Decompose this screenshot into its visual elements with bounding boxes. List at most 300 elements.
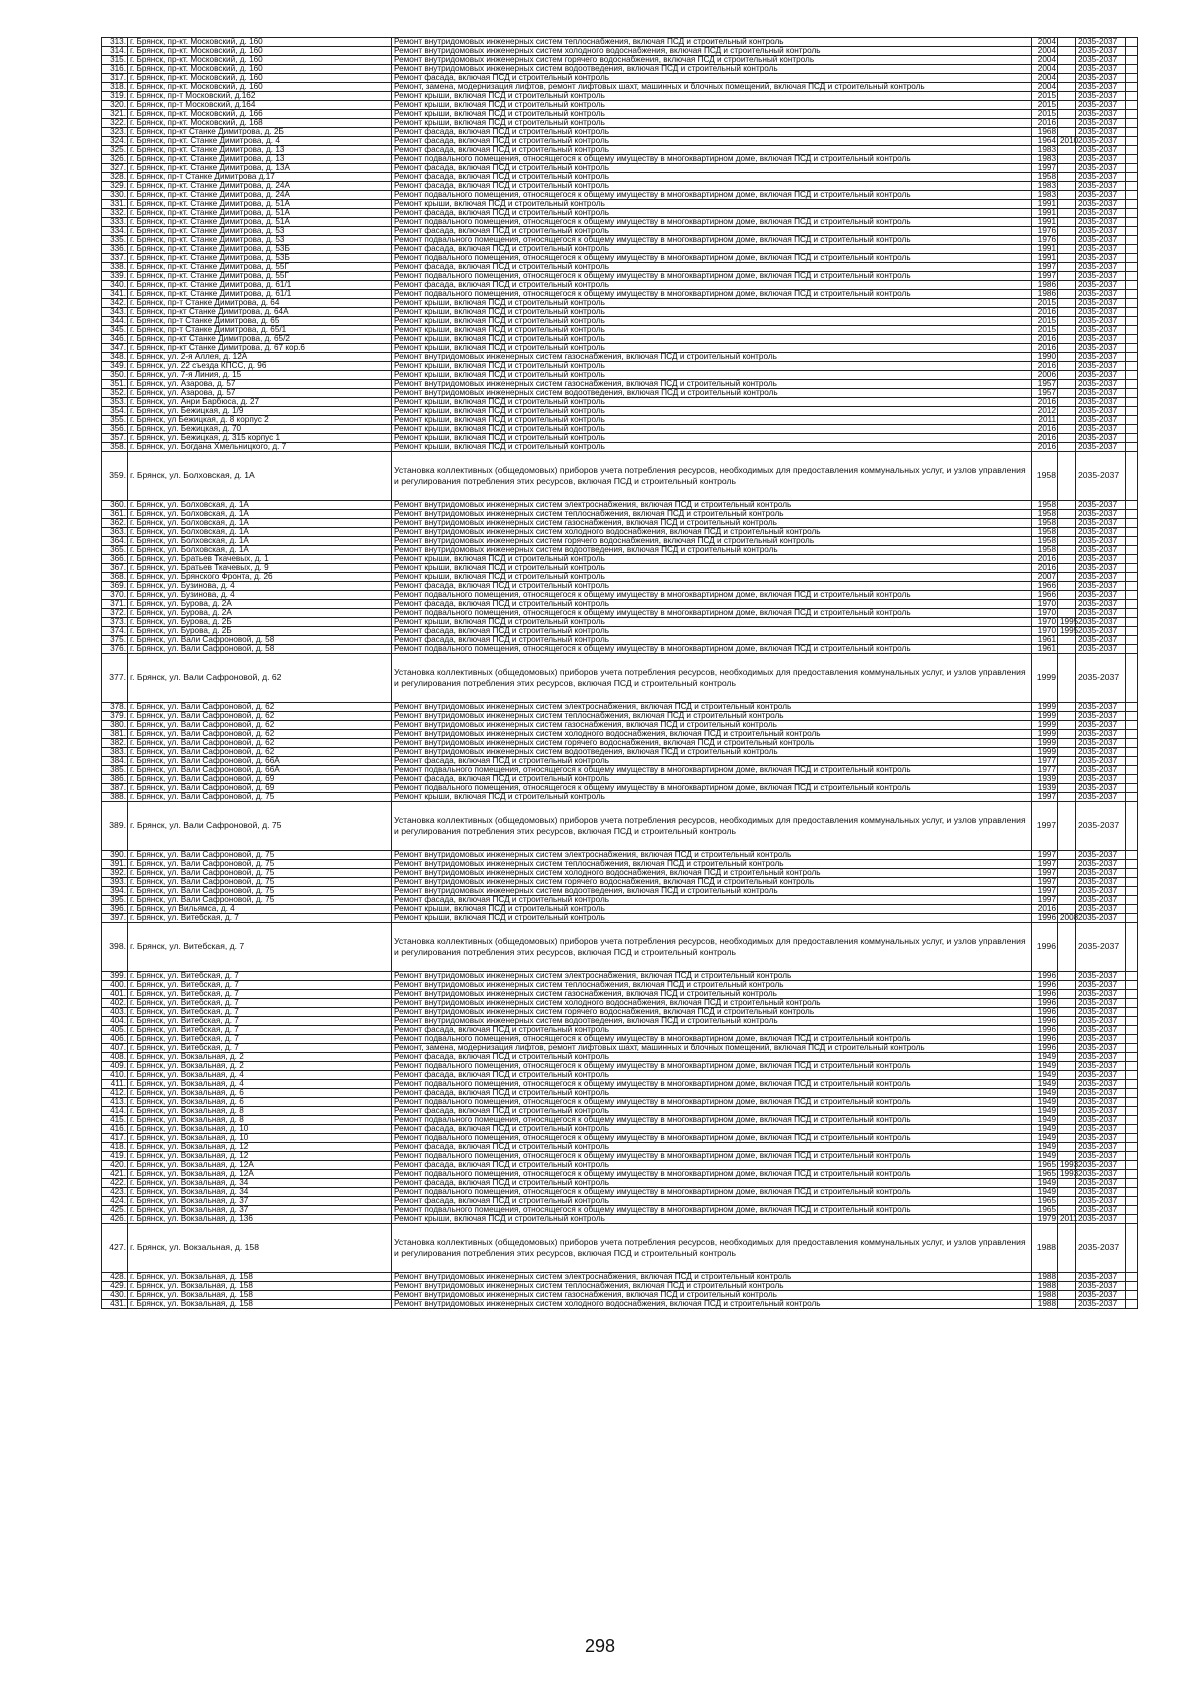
cell-empty [1126, 1197, 1138, 1206]
cell-build-year: 1997 [1032, 851, 1058, 860]
cell-repair-year [1058, 564, 1076, 573]
cell-empty [1126, 1062, 1138, 1071]
cell-build-year: 1970 [1032, 609, 1058, 618]
cell-row-number: 408. [102, 1053, 128, 1062]
cell-build-year: 2004 [1032, 47, 1058, 56]
cell-empty [1126, 972, 1138, 981]
cell-address: г. Брянск, ул Бежицкая, д. 8 корпус 2 [128, 416, 392, 425]
cell-row-number: 333. [102, 218, 128, 227]
cell-address: г. Брянск, ул. Вокзальная, д. 34 [128, 1188, 392, 1197]
cell-work-type: Ремонт подвального помещения, относящегося к общему имуществу в многоквартирном доме, включая ПСД и строительный контроль [392, 1098, 1032, 1107]
cell-row-number: 370. [102, 591, 128, 600]
cell-address: г. Брянск, ул. Вокзальная, д. 6 [128, 1098, 392, 1107]
cell-row-number: 332. [102, 209, 128, 218]
cell-empty [1126, 1152, 1138, 1161]
table-row [102, 914, 1138, 923]
cell-address: г. Брянск, пр-кт. Станке Димитрова, д. 53 [128, 236, 392, 245]
cell-planned-period: 2035-2037 [1076, 905, 1126, 914]
cell-repair-year [1058, 1134, 1076, 1143]
cell-empty [1126, 191, 1138, 200]
cell-build-year: 1949 [1032, 1125, 1058, 1134]
cell-planned-period: 2035-2037 [1076, 528, 1126, 537]
cell-repair-year: 2010 [1058, 137, 1076, 146]
cell-work-type: Ремонт подвального помещения, относящегося к общему имуществу в многоквартирном доме, включая ПСД и строительный контроль [392, 218, 1032, 227]
cell-repair-year [1058, 793, 1076, 802]
cell-work-type: Ремонт фасада, включая ПСД и строительный контроль [392, 128, 1032, 137]
cell-empty [1126, 74, 1138, 83]
cell-planned-period: 2035-2037 [1076, 1008, 1126, 1017]
cell-planned-period: 2035-2037 [1076, 1300, 1126, 1309]
cell-repair-year [1058, 416, 1076, 425]
cell-repair-year [1058, 434, 1076, 443]
cell-planned-period: 2035-2037 [1076, 748, 1126, 757]
cell-empty [1126, 546, 1138, 555]
cell-repair-year [1058, 308, 1076, 317]
cell-repair-year [1058, 110, 1076, 119]
cell-work-type: Ремонт внутридомовых инженерных систем водоотведения, включая ПСД и строительный контроль [392, 1017, 1032, 1026]
cell-repair-year [1058, 1116, 1076, 1125]
table-row [102, 1116, 1138, 1125]
cell-planned-period: 2035-2037 [1076, 784, 1126, 793]
table-row [102, 1215, 1138, 1224]
cell-repair-year [1058, 452, 1076, 501]
cell-work-type: Ремонт внутридомовых инженерных систем газоснабжения, включая ПСД и строительный контроль [392, 721, 1032, 730]
cell-empty [1126, 766, 1138, 775]
cell-planned-period: 2035-2037 [1076, 65, 1126, 74]
cell-row-number: 404. [102, 1017, 128, 1026]
cell-empty [1126, 564, 1138, 573]
cell-repair-year [1058, 1053, 1076, 1062]
repair-schedule-table [101, 37, 1138, 1309]
cell-address: г. Брянск, пр-кт. Московский, д. 166 [128, 110, 392, 119]
cell-build-year: 2016 [1032, 362, 1058, 371]
cell-planned-period: 2035-2037 [1076, 600, 1126, 609]
cell-address: г. Брянск, ул. Вокзальная, д. 34 [128, 1179, 392, 1188]
cell-planned-period: 2035-2037 [1076, 721, 1126, 730]
cell-empty [1126, 92, 1138, 101]
cell-row-number: 393. [102, 878, 128, 887]
cell-build-year: 1976 [1032, 227, 1058, 236]
table-row [102, 802, 1138, 851]
cell-work-type: Установка коллективных (общедомовых) приборов учета потребления ресурсов, необходимых для предоставления коммунальных услуг, и узлов управления и регулирования потребления этих ресурсов, включая ПСД и строительный контроль [392, 452, 1032, 501]
cell-row-number: 359. [102, 452, 128, 501]
cell-planned-period: 2035-2037 [1076, 537, 1126, 546]
cell-build-year: 2015 [1032, 317, 1058, 326]
cell-empty [1126, 537, 1138, 546]
cell-row-number: 353. [102, 398, 128, 407]
cell-build-year: 2016 [1032, 308, 1058, 317]
cell-planned-period: 2035-2037 [1076, 425, 1126, 434]
cell-address: г. Брянск, пр-кт Станке Димитрова, д. 64А [128, 308, 392, 317]
cell-repair-year [1058, 582, 1076, 591]
table-row [102, 1300, 1138, 1309]
cell-planned-period: 2035-2037 [1076, 972, 1126, 981]
cell-repair-year [1058, 155, 1076, 164]
cell-build-year: 2015 [1032, 110, 1058, 119]
cell-repair-year [1058, 443, 1076, 452]
cell-repair-year [1058, 654, 1076, 703]
cell-work-type: Ремонт фасада, включая ПСД и строительный контроль [392, 582, 1032, 591]
cell-row-number: 317. [102, 74, 128, 83]
cell-planned-period: 2035-2037 [1076, 757, 1126, 766]
cell-row-number: 417. [102, 1134, 128, 1143]
cell-build-year: 1970 [1032, 627, 1058, 636]
cell-empty [1126, 101, 1138, 110]
cell-address: г. Брянск, ул. Вокзальная, д. 10 [128, 1125, 392, 1134]
cell-work-type: Ремонт крыши, включая ПСД и строительный контроль [392, 914, 1032, 923]
cell-empty [1126, 1008, 1138, 1017]
cell-empty [1126, 1098, 1138, 1107]
cell-row-number: 344. [102, 317, 128, 326]
cell-build-year: 2004 [1032, 65, 1058, 74]
cell-work-type: Ремонт крыши, включая ПСД и строительный контроль [392, 110, 1032, 119]
cell-planned-period: 2035-2037 [1076, 1134, 1126, 1143]
cell-address: г. Брянск, пр-кт. Московский, д. 160 [128, 47, 392, 56]
cell-empty [1126, 784, 1138, 793]
cell-empty [1126, 245, 1138, 254]
cell-repair-year [1058, 1224, 1076, 1273]
cell-repair-year [1058, 371, 1076, 380]
cell-empty [1126, 860, 1138, 869]
cell-repair-year [1058, 748, 1076, 757]
cell-work-type: Ремонт фасада, включая ПСД и строительный контроль [392, 896, 1032, 905]
cell-planned-period: 2035-2037 [1076, 510, 1126, 519]
cell-repair-year: 1993 [1058, 1170, 1076, 1179]
cell-work-type: Установка коллективных (общедомовых) приборов учета потребления ресурсов, необходимых для предоставления коммунальных услуг, и узлов управления и регулирования потребления этих ресурсов, включая ПСД и строительный контроль [392, 923, 1032, 972]
cell-work-type: Ремонт крыши, включая ПСД и строительный контроль [392, 416, 1032, 425]
cell-planned-period: 2035-2037 [1076, 137, 1126, 146]
cell-empty [1126, 501, 1138, 510]
cell-address: г. Брянск, ул. 22 съезда КПСС, д. 96 [128, 362, 392, 371]
cell-row-number: 413. [102, 1098, 128, 1107]
cell-build-year: 1996 [1032, 1017, 1058, 1026]
table-body [102, 38, 1138, 1309]
cell-empty [1126, 380, 1138, 389]
cell-build-year: 1958 [1032, 173, 1058, 182]
cell-row-number: 348. [102, 353, 128, 362]
cell-empty [1126, 218, 1138, 227]
cell-repair-year: 2011 [1058, 1215, 1076, 1224]
cell-row-number: 375. [102, 636, 128, 645]
cell-repair-year [1058, 972, 1076, 981]
cell-repair-year [1058, 784, 1076, 793]
cell-address: г. Брянск, пр-кт. Станке Димитрова, д. 13 [128, 146, 392, 155]
cell-repair-year [1058, 164, 1076, 173]
cell-address: г. Брянск, ул. Витебская, д. 7 [128, 1044, 392, 1053]
cell-planned-period: 2035-2037 [1076, 443, 1126, 452]
cell-planned-period: 2035-2037 [1076, 1107, 1126, 1116]
cell-work-type: Ремонт фасада, включая ПСД и строительный контроль [392, 775, 1032, 784]
cell-build-year: 1949 [1032, 1098, 1058, 1107]
cell-row-number: 399. [102, 972, 128, 981]
cell-repair-year [1058, 335, 1076, 344]
cell-address: г. Брянск, ул. Вали Сафроновой, д. 62 [128, 703, 392, 712]
cell-build-year: 2006 [1032, 371, 1058, 380]
cell-empty [1126, 793, 1138, 802]
cell-build-year: 2016 [1032, 335, 1058, 344]
cell-planned-period: 2035-2037 [1076, 281, 1126, 290]
cell-build-year: 1999 [1032, 712, 1058, 721]
cell-address: г. Брянск, ул. Бежицкая, д. 1/9 [128, 407, 392, 416]
cell-address: г. Брянск, ул. Вали Сафроновой, д. 75 [128, 851, 392, 860]
cell-empty [1126, 1071, 1138, 1080]
cell-row-number: 403. [102, 1008, 128, 1017]
cell-row-number: 321. [102, 110, 128, 119]
cell-address: г. Брянск, ул. Вали Сафроновой, д. 62 [128, 654, 392, 703]
cell-build-year: 1979 [1032, 1215, 1058, 1224]
cell-build-year: 1949 [1032, 1089, 1058, 1098]
cell-row-number: 357. [102, 434, 128, 443]
cell-repair-year [1058, 860, 1076, 869]
cell-row-number: 345. [102, 326, 128, 335]
cell-repair-year [1058, 721, 1076, 730]
cell-row-number: 394. [102, 887, 128, 896]
cell-work-type: Ремонт внутридомовых инженерных систем горячего водоснабжения, включая ПСД и строительный контроль [392, 739, 1032, 748]
cell-build-year: 1970 [1032, 618, 1058, 627]
cell-work-type: Ремонт внутридомовых инженерных систем электроснабжения, включая ПСД и строительный контроль [392, 1273, 1032, 1282]
table-row [102, 793, 1138, 802]
cell-repair-year [1058, 254, 1076, 263]
cell-empty [1126, 362, 1138, 371]
cell-row-number: 314. [102, 47, 128, 56]
cell-address: г. Брянск, ул. Витебская, д. 7 [128, 1035, 392, 1044]
cell-planned-period: 2035-2037 [1076, 564, 1126, 573]
cell-empty [1126, 272, 1138, 281]
cell-row-number: 328. [102, 173, 128, 182]
cell-build-year: 1949 [1032, 1179, 1058, 1188]
cell-planned-period: 2035-2037 [1076, 582, 1126, 591]
cell-planned-period: 2035-2037 [1076, 1224, 1126, 1273]
cell-repair-year [1058, 92, 1076, 101]
cell-work-type: Ремонт крыши, включая ПСД и строительный контроль [392, 335, 1032, 344]
cell-build-year: 1996 [1032, 981, 1058, 990]
cell-empty [1126, 335, 1138, 344]
cell-repair-year [1058, 739, 1076, 748]
cell-empty [1126, 1179, 1138, 1188]
cell-address: г. Брянск, ул. Болховская, д. 1А [128, 519, 392, 528]
cell-build-year: 1970 [1032, 600, 1058, 609]
cell-work-type: Ремонт фасада, включая ПСД и строительный контроль [392, 627, 1032, 636]
cell-row-number: 416. [102, 1125, 128, 1134]
cell-planned-period: 2035-2037 [1076, 191, 1126, 200]
cell-row-number: 330. [102, 191, 128, 200]
cell-empty [1126, 1089, 1138, 1098]
cell-row-number: 364. [102, 537, 128, 546]
cell-repair-year [1058, 344, 1076, 353]
cell-empty [1126, 1282, 1138, 1291]
cell-planned-period: 2035-2037 [1076, 555, 1126, 564]
cell-row-number: 392. [102, 869, 128, 878]
cell-address: г. Брянск, ул. Болховская, д. 1А [128, 452, 392, 501]
cell-repair-year [1058, 1035, 1076, 1044]
cell-build-year: 2016 [1032, 905, 1058, 914]
cell-planned-period: 2035-2037 [1076, 887, 1126, 896]
cell-work-type: Ремонт фасада, включая ПСД и строительный контроль [392, 173, 1032, 182]
cell-work-type: Ремонт фасада, включая ПСД и строительный контроль [392, 636, 1032, 645]
cell-empty [1126, 182, 1138, 191]
cell-repair-year [1058, 887, 1076, 896]
cell-work-type: Установка коллективных (общедомовых) приборов учета потребления ресурсов, необходимых для предоставления коммунальных услуг, и узлов управления и регулирования потребления этих ресурсов, включая ПСД и строительный контроль [392, 1224, 1032, 1273]
cell-planned-period: 2035-2037 [1076, 173, 1126, 182]
cell-build-year: 1983 [1032, 155, 1058, 164]
cell-build-year: 1939 [1032, 775, 1058, 784]
cell-address: г. Брянск, пр-т Московский, д.164 [128, 101, 392, 110]
cell-row-number: 366. [102, 555, 128, 564]
cell-planned-period: 2035-2037 [1076, 47, 1126, 56]
cell-work-type: Ремонт крыши, включая ПСД и строительный контроль [392, 308, 1032, 317]
cell-address: г. Брянск, пр-кт. Станке Димитрова, д. 53Б [128, 245, 392, 254]
cell-row-number: 405. [102, 1026, 128, 1035]
cell-address: г. Брянск, ул. Витебская, д. 7 [128, 981, 392, 990]
cell-repair-year [1058, 1062, 1076, 1071]
cell-repair-year [1058, 47, 1076, 56]
cell-address: г. Брянск, пр-кт. Станке Димитрова, д. 55Г [128, 263, 392, 272]
cell-planned-period: 2035-2037 [1076, 371, 1126, 380]
cell-row-number: 334. [102, 227, 128, 236]
cell-address: г. Брянск, ул. Вали Сафроновой, д. 58 [128, 636, 392, 645]
cell-repair-year [1058, 74, 1076, 83]
cell-planned-period: 2035-2037 [1076, 618, 1126, 627]
table-row [102, 573, 1138, 582]
cell-repair-year [1058, 1071, 1076, 1080]
cell-planned-period: 2035-2037 [1076, 730, 1126, 739]
cell-address: г. Брянск, ул. Вали Сафроновой, д. 75 [128, 860, 392, 869]
cell-repair-year [1058, 173, 1076, 182]
cell-work-type: Ремонт внутридомовых инженерных систем горячего водоснабжения, включая ПСД и строительный контроль [392, 1008, 1032, 1017]
cell-repair-year [1058, 645, 1076, 654]
cell-planned-period: 2035-2037 [1076, 1143, 1126, 1152]
cell-work-type: Ремонт внутридомовых инженерных систем электроснабжения, включая ПСД и строительный контроль [392, 501, 1032, 510]
cell-work-type: Ремонт крыши, включая ПСД и строительный контроль [392, 371, 1032, 380]
cell-build-year: 1997 [1032, 869, 1058, 878]
cell-row-number: 313. [102, 38, 128, 47]
table-row [102, 92, 1138, 101]
cell-address: г. Брянск, ул Вильямса, д. 4 [128, 905, 392, 914]
cell-address: г. Брянск, ул. Брянского Фронта, д. 26 [128, 573, 392, 582]
cell-repair-year [1058, 1291, 1076, 1300]
cell-planned-period: 2035-2037 [1076, 775, 1126, 784]
cell-repair-year [1058, 299, 1076, 308]
cell-work-type: Ремонт крыши, включая ПСД и строительный контроль [392, 344, 1032, 353]
cell-repair-year [1058, 290, 1076, 299]
cell-work-type: Ремонт внутридомовых инженерных систем водоотведения, включая ПСД и строительный контроль [392, 748, 1032, 757]
cell-empty [1126, 353, 1138, 362]
cell-address: г. Брянск, пр-т Станке Димитрова, д. 65 [128, 317, 392, 326]
cell-work-type: Ремонт подвального помещения, относящегося к общему имуществу в многоквартирном доме, включая ПСД и строительный контроль [392, 191, 1032, 200]
cell-planned-period: 2035-2037 [1076, 254, 1126, 263]
cell-address: г. Брянск, ул. Вали Сафроновой, д. 75 [128, 896, 392, 905]
cell-empty [1126, 1035, 1138, 1044]
cell-planned-period: 2035-2037 [1076, 1152, 1126, 1161]
cell-planned-period: 2035-2037 [1076, 164, 1126, 173]
cell-empty [1126, 775, 1138, 784]
cell-address: г. Брянск, пр-кт. Станке Димитрова, д. 51А [128, 209, 392, 218]
cell-address: г. Брянск, пр-кт Станке Димитрова, д. 2Б [128, 128, 392, 137]
cell-row-number: 367. [102, 564, 128, 573]
table-row [102, 1170, 1138, 1179]
cell-row-number: 421. [102, 1170, 128, 1179]
cell-work-type: Ремонт внутридомовых инженерных систем горячего водоснабжения, включая ПСД и строительный контроль [392, 537, 1032, 546]
cell-repair-year [1058, 101, 1076, 110]
cell-address: г. Брянск, ул. Вокзальная, д. 12 [128, 1143, 392, 1152]
cell-empty [1126, 1053, 1138, 1062]
cell-work-type: Ремонт внутридомовых инженерных систем теплоснабжения, включая ПСД и строительный контроль [392, 38, 1032, 47]
cell-repair-year [1058, 146, 1076, 155]
cell-row-number: 374. [102, 627, 128, 636]
cell-empty [1126, 119, 1138, 128]
cell-address: г. Брянск, пр-кт Станке Димитрова, д. 67 кор.6 [128, 344, 392, 353]
cell-empty [1126, 1161, 1138, 1170]
cell-repair-year [1058, 990, 1076, 999]
cell-row-number: 386. [102, 775, 128, 784]
cell-row-number: 377. [102, 654, 128, 703]
cell-build-year: 1977 [1032, 766, 1058, 775]
table-row [102, 1134, 1138, 1143]
cell-empty [1126, 65, 1138, 74]
cell-planned-period: 2035-2037 [1076, 766, 1126, 775]
cell-row-number: 423. [102, 1188, 128, 1197]
cell-repair-year [1058, 182, 1076, 191]
cell-work-type: Ремонт подвального помещения, относящегося к общему имуществу в многоквартирном доме, включая ПСД и строительный контроль [392, 272, 1032, 281]
cell-address: г. Брянск, ул. Вокзальная, д. 4 [128, 1080, 392, 1089]
cell-repair-year [1058, 317, 1076, 326]
cell-build-year: 1997 [1032, 896, 1058, 905]
cell-empty [1126, 281, 1138, 290]
cell-repair-year [1058, 1008, 1076, 1017]
cell-planned-period: 2035-2037 [1076, 923, 1126, 972]
cell-repair-year [1058, 1300, 1076, 1309]
cell-build-year: 2004 [1032, 74, 1058, 83]
cell-row-number: 363. [102, 528, 128, 537]
cell-work-type: Ремонт внутридомовых инженерных систем электроснабжения, включая ПСД и строительный контроль [392, 851, 1032, 860]
cell-repair-year: 1993 [1058, 1161, 1076, 1170]
cell-planned-period: 2035-2037 [1076, 317, 1126, 326]
cell-empty [1126, 1107, 1138, 1116]
cell-empty [1126, 173, 1138, 182]
cell-planned-period: 2035-2037 [1076, 1170, 1126, 1179]
cell-build-year: 1961 [1032, 645, 1058, 654]
cell-planned-period: 2035-2037 [1076, 878, 1126, 887]
cell-planned-period: 2035-2037 [1076, 1044, 1126, 1053]
cell-empty [1126, 703, 1138, 712]
cell-address: г. Брянск, ул. Бурова, д. 2Б [128, 627, 392, 636]
cell-planned-period: 2035-2037 [1076, 793, 1126, 802]
cell-address: г. Брянск, ул. Вокзальная, д. 4 [128, 1071, 392, 1080]
table-row [102, 1062, 1138, 1071]
cell-address: г. Брянск, ул. Богдана Хмельницкого, д. 7 [128, 443, 392, 452]
cell-row-number: 431. [102, 1300, 128, 1309]
cell-planned-period: 2035-2037 [1076, 92, 1126, 101]
cell-address: г. Брянск, ул. Бурова, д. 2Б [128, 618, 392, 627]
cell-planned-period: 2035-2037 [1076, 1116, 1126, 1125]
cell-build-year: 2004 [1032, 56, 1058, 65]
cell-empty [1126, 721, 1138, 730]
table-row [102, 416, 1138, 425]
cell-repair-year [1058, 227, 1076, 236]
cell-work-type: Ремонт подвального помещения, относящегося к общему имуществу в многоквартирном доме, включая ПСД и строительный контроль [392, 1170, 1032, 1179]
cell-build-year: 1996 [1032, 990, 1058, 999]
cell-build-year: 1988 [1032, 1273, 1058, 1282]
cell-address: г. Брянск, пр-кт. Станке Димитрова, д. 24А [128, 182, 392, 191]
table-row [102, 1017, 1138, 1026]
cell-planned-period: 2035-2037 [1076, 119, 1126, 128]
cell-address: г. Брянск, ул. Витебская, д. 7 [128, 990, 392, 999]
cell-empty [1126, 923, 1138, 972]
cell-planned-period: 2035-2037 [1076, 308, 1126, 317]
cell-address: г. Брянск, пр-кт. Станке Димитрова, д. 13 [128, 155, 392, 164]
cell-planned-period: 2035-2037 [1076, 1197, 1126, 1206]
cell-address: г. Брянск, ул. 7-я Линия, д. 15 [128, 371, 392, 380]
